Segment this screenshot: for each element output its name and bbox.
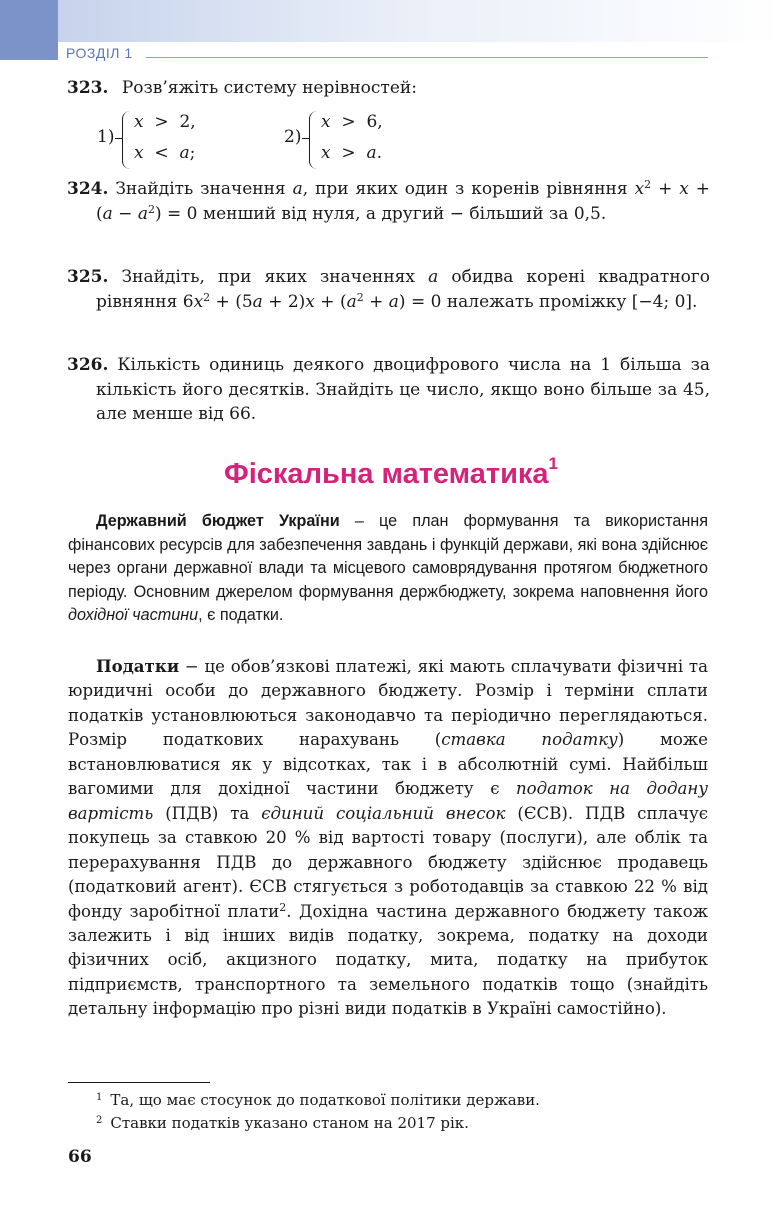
problem-325: [67, 265, 710, 314]
system-label: 1): [97, 127, 115, 147]
footnote-1: $^1$ Та, що має стосунок до податкової політики держави.: [96, 1091, 540, 1109]
problem-323: [67, 76, 417, 101]
chapter-label: РОЗДІЛ 1: [66, 45, 133, 61]
header-rule: [146, 57, 708, 58]
system-brace: [122, 111, 131, 169]
corner-accent-block: [0, 0, 58, 60]
inequality-line: x > 2,: [134, 112, 196, 132]
problem-text: 326. Кількість одиниць деякого двоцифрового числа на 1 більша за кількість його десятків. Знайдіть це число, якщо воно більше за 45, але менше від 66.: [67, 355, 710, 424]
problem-number: 326.: [67, 355, 109, 375]
system-brace: [309, 111, 318, 169]
problem-text: 325. Знайдіть, при яких значеннях a обидва корені квадратного рівняння $6x^2 + (5a + 2)x + (a^2 + a) = 0$ належать проміжку [−4; 0].: [67, 267, 711, 312]
footnote-2: $^2$ Ставки податків указано станом на 2017 рік.: [96, 1114, 469, 1132]
page-number: 66: [68, 1147, 92, 1167]
problem-number: 325.: [67, 267, 109, 287]
header-band: [58, 0, 782, 42]
tax-paragraph: Податки − це обов’язкові платежі, які мають сплачувати фізичні та юридичні особи до державного бюджету. Розмір і терміни сплати податків установлюються законодавчо та періодично переглядаються. Розмір податкових нарахувань (ставка податку) може встановлюватися як у відсотках, так і в абсолютній сумі. Найбільш вагомими для дохідної частини бюджету є податок на додану вартість (ПДВ) та єдиний соціальний внесок (ЄСВ). ПДВ сплачує покупець за ставкою 20 % від вартості товару (послуги), але облік та перерахування ПДВ до державного бюджету здійснює продавець (податковий агент). ЄСВ стягується з роботодавців за ставкою 22 % від фонду заробітної плати$^2$. Дохідна частина державного бюджету також залежить і від інших видів податку, зокрема, податку на доходи фізичних осіб, акцизного податку, мита, податку на прибуток підприємств, транспортного та земельного податків тощо (знайдіть детальну інформацію про різні види податків в Україні самостійно).: [68, 656, 708, 1019]
footnote-divider: [68, 1082, 210, 1083]
term: Податки: [96, 656, 180, 676]
footnote-ref: 2: [279, 900, 287, 914]
problem-text: Розв’яжіть систему нерівностей:: [121, 78, 417, 98]
system-label: 2): [284, 127, 302, 147]
footnote-ref: 1: [548, 454, 559, 473]
term: Державний бюджет України: [96, 512, 340, 530]
problem-number: 324.: [67, 179, 109, 199]
problem-number: 323.: [67, 78, 109, 98]
problem-text: 324. Знайдіть значення a, при яких один з коренів рівняння $x^2 + x + (a - a^2) = 0$ менший від нуля, а другий − більший за 0,5.: [67, 178, 711, 224]
section-title: Фіскальна математика$^1$: [223, 454, 559, 490]
budget-paragraph: Державний бюджет України – це план формування та використання фінансових ресурсів для забезпечення завдань і функцій держави, які вона здійснює через органи державної влади та місцевого самоврядування протягом бюджетного періоду. Основним джерелом формування держбюджету, зокрема наповнення його дохідної частини, є податки.: [68, 512, 708, 625]
inequality-line: x > 6,: [321, 112, 383, 132]
inequality-line: x < a;: [134, 143, 196, 163]
inequality-line: x > a.: [321, 143, 383, 163]
problem-324: [67, 177, 710, 226]
problem-326: [67, 353, 710, 427]
